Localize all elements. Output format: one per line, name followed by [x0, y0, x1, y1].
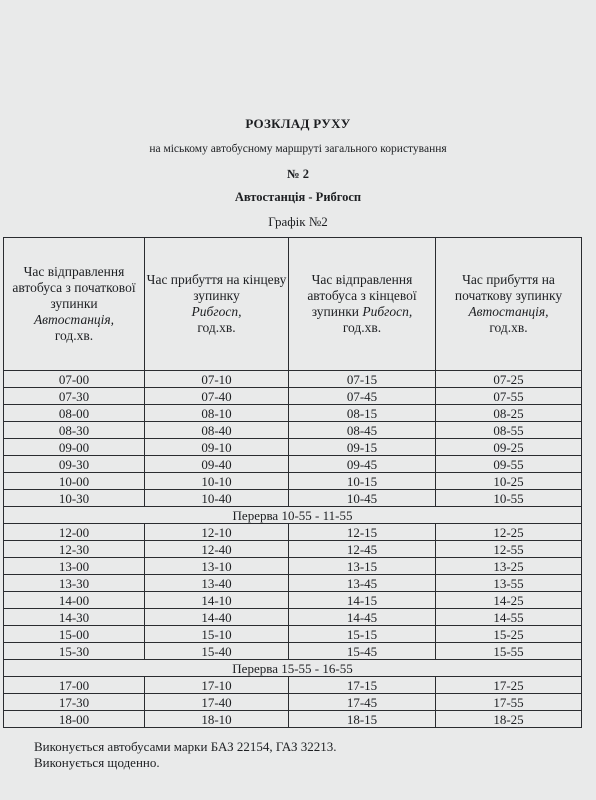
time-cell: 10-15: [289, 473, 436, 490]
time-cell: 12-00: [4, 524, 145, 541]
time-cell: 14-30: [4, 609, 145, 626]
time-cell: 18-15: [289, 711, 436, 728]
break-row: [4, 660, 582, 677]
table-row: [4, 609, 582, 626]
time-cell: 17-55: [436, 694, 582, 711]
column-header-unit: год.хв.: [342, 320, 382, 335]
document-title: РОЗКЛАД РУХУ: [245, 116, 351, 131]
column-header-unit: год.хв.: [197, 320, 236, 335]
time-cell: 07-10: [145, 371, 289, 388]
schedule-label: Графік №2: [268, 214, 328, 229]
time-cell: 08-45: [289, 422, 436, 439]
time-cell: 10-45: [289, 490, 436, 507]
time-cell: 12-40: [145, 541, 289, 558]
schedule-table: [3, 237, 582, 728]
time-cell: 14-10: [145, 592, 289, 609]
time-cell: 17-15: [289, 677, 436, 694]
time-cell: 09-15: [289, 439, 436, 456]
time-cell: 12-25: [436, 524, 582, 541]
time-cell: 14-15: [289, 592, 436, 609]
time-cell: 14-40: [145, 609, 289, 626]
time-cell: 09-00: [4, 439, 145, 456]
time-cell: 14-45: [289, 609, 436, 626]
time-cell: 17-25: [436, 677, 582, 694]
time-cell: 15-10: [145, 626, 289, 643]
column-header-text: Час прибуття на початкову зупинку: [454, 272, 563, 303]
time-cell: 13-55: [436, 575, 582, 592]
time-cell: 07-15: [289, 371, 436, 388]
time-cell: 07-00: [4, 371, 145, 388]
table-row: [4, 558, 582, 575]
time-cell: 13-30: [4, 575, 145, 592]
time-cell: 10-00: [4, 473, 145, 490]
time-cell: 07-40: [145, 388, 289, 405]
time-cell: 07-55: [436, 388, 582, 405]
time-cell: 09-40: [145, 456, 289, 473]
table-row: [4, 388, 582, 405]
time-cell: 13-45: [289, 575, 436, 592]
time-cell: 17-10: [145, 677, 289, 694]
time-cell: 13-40: [145, 575, 289, 592]
table-row: [4, 626, 582, 643]
break-cell: Перерва 10-55 - 11-55: [4, 507, 582, 524]
footer-frequency: Виконується щоденно.: [34, 755, 160, 770]
time-cell: 09-45: [289, 456, 436, 473]
time-cell: 12-10: [145, 524, 289, 541]
time-cell: 15-15: [289, 626, 436, 643]
time-cell: 10-40: [145, 490, 289, 507]
time-cell: 14-25: [436, 592, 582, 609]
table-row: [4, 575, 582, 592]
time-cell: 09-30: [4, 456, 145, 473]
table-row: [4, 371, 582, 388]
time-cell: 15-55: [436, 643, 582, 660]
time-cell: 13-25: [436, 558, 582, 575]
break-cell: Перерва 15-55 - 16-55: [4, 660, 582, 677]
time-cell: 13-00: [4, 558, 145, 575]
table-row: [4, 643, 582, 660]
time-cell: 08-00: [4, 405, 145, 422]
time-cell: 08-15: [289, 405, 436, 422]
column-header-stop: Рибгосп,: [191, 304, 242, 319]
table-row: [4, 490, 582, 507]
table-row: [4, 677, 582, 694]
time-cell: 09-10: [145, 439, 289, 456]
table-row: [4, 473, 582, 490]
time-cell: 15-40: [145, 643, 289, 660]
time-cell: 12-15: [289, 524, 436, 541]
column-header-text: Час відправлення автобуса з початкової зупинки: [12, 264, 136, 311]
time-cell: 08-25: [436, 405, 582, 422]
time-cell: 18-00: [4, 711, 145, 728]
time-cell: 12-30: [4, 541, 145, 558]
time-cell: 10-25: [436, 473, 582, 490]
time-cell: 15-25: [436, 626, 582, 643]
time-cell: 08-55: [436, 422, 582, 439]
column-header-departure-start: [4, 238, 145, 371]
time-cell: 14-55: [436, 609, 582, 626]
time-cell: 09-55: [436, 456, 582, 473]
route-name: Автостанція - Рибгосп: [234, 190, 362, 204]
time-cell: 17-40: [145, 694, 289, 711]
footer-vehicles: Виконується автобусами марки БАЗ 22154, ГАЗ 32213.: [34, 739, 337, 754]
table-row: [4, 439, 582, 456]
time-cell: 10-30: [4, 490, 145, 507]
table-row: [4, 541, 582, 558]
table-header-row: [4, 238, 582, 371]
time-cell: 15-00: [4, 626, 145, 643]
time-cell: 17-00: [4, 677, 145, 694]
time-cell: 18-10: [145, 711, 289, 728]
time-cell: 08-10: [145, 405, 289, 422]
table-row: [4, 456, 582, 473]
time-cell: 12-55: [436, 541, 582, 558]
time-cell: 18-25: [436, 711, 582, 728]
time-cell: 17-30: [4, 694, 145, 711]
column-header-stop: Автостанція,: [33, 312, 115, 327]
time-cell: 07-25: [436, 371, 582, 388]
time-cell: 17-45: [289, 694, 436, 711]
table-row: [4, 592, 582, 609]
table-row: [4, 405, 582, 422]
table-row: [4, 711, 582, 728]
column-header-unit: год.хв.: [54, 328, 94, 343]
time-cell: 10-10: [145, 473, 289, 490]
time-cell: 07-45: [289, 388, 436, 405]
document-subtitle: на міському автобусному маршруті загального користування: [149, 143, 447, 155]
time-cell: 14-00: [4, 592, 145, 609]
column-header-stop: Рибгосп,: [362, 304, 413, 319]
table-row: [4, 694, 582, 711]
time-cell: 12-45: [289, 541, 436, 558]
footer-notes: [34, 739, 337, 771]
time-cell: 15-45: [289, 643, 436, 660]
time-cell: 08-40: [145, 422, 289, 439]
break-row: [4, 507, 582, 524]
column-header-text: Час прибуття на кінцеву зупинку: [146, 272, 287, 303]
time-cell: 08-30: [4, 422, 145, 439]
column-header-text: Час відправлення автобуса з кінцевої зупинки: [307, 272, 417, 319]
column-header-departure-end: [289, 238, 436, 371]
route-number: № 2: [287, 167, 309, 181]
column-header-stop: Автостанція,: [468, 304, 549, 319]
schedule-rows: [4, 371, 582, 728]
time-cell: 15-30: [4, 643, 145, 660]
time-cell: 07-30: [4, 388, 145, 405]
table-row: [4, 524, 582, 541]
column-header-arrival-start: [436, 238, 582, 371]
column-header-unit: год.хв.: [489, 320, 528, 335]
column-header-arrival-end: [145, 238, 289, 371]
time-cell: 13-15: [289, 558, 436, 575]
time-cell: 09-25: [436, 439, 582, 456]
time-cell: 13-10: [145, 558, 289, 575]
table-row: [4, 422, 582, 439]
time-cell: 10-55: [436, 490, 582, 507]
